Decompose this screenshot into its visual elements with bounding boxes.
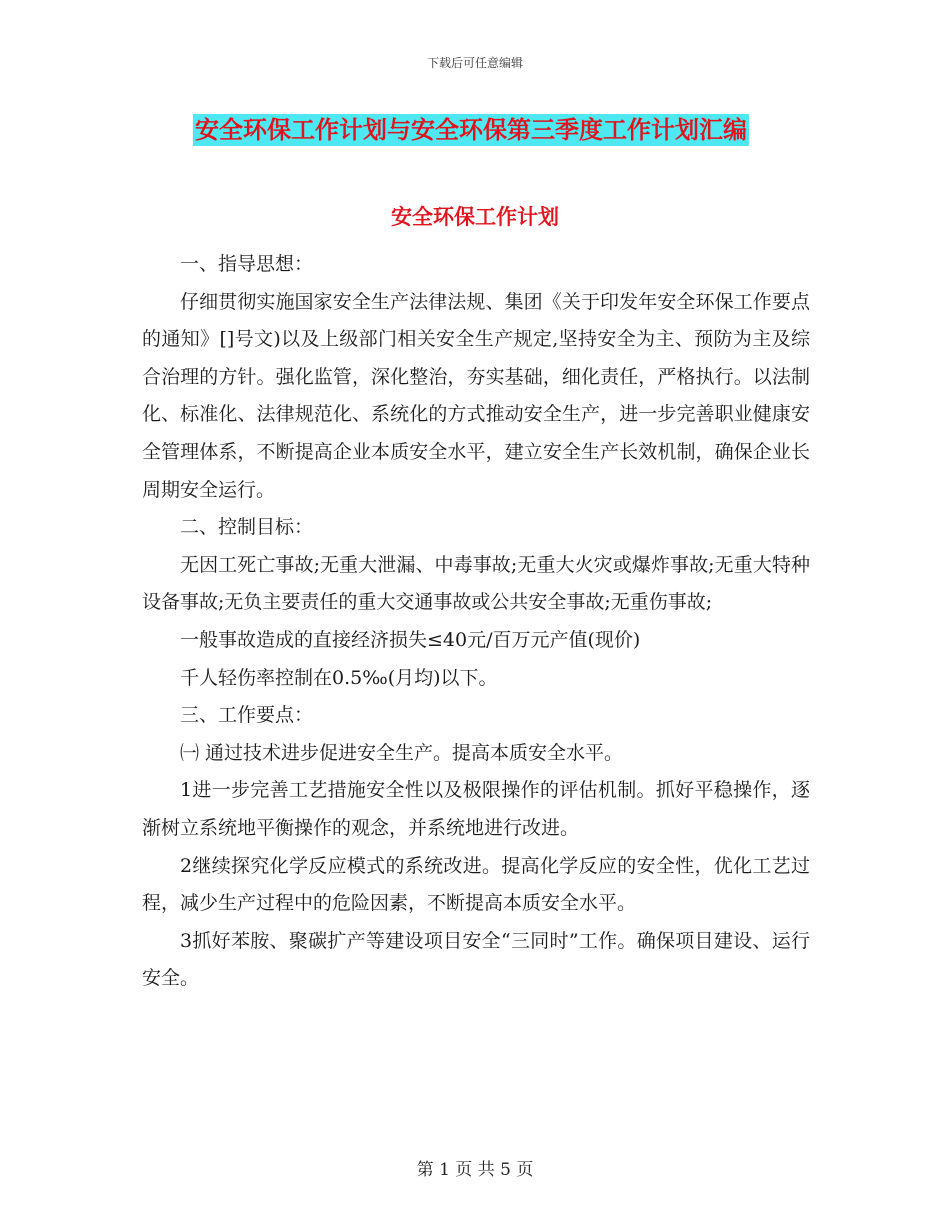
document-title: 安全环保工作计划与安全环保第三季度工作计划汇编 (195, 116, 747, 144)
heading-guiding-ideology: 一、指导思想： (180, 253, 314, 275)
paragraph-no-accidents: 无因工死亡事故;无重大泄漏、中毒事故;无重大火灾或爆炸事故;无重大特种设备事故;无负主要责任的重大交通事故或公共安全事故;无重伤事故; (142, 553, 810, 614)
paragraph-economic-loss: 一般事故造成的直接经济损失≤40元/百万元产值(现价) (180, 628, 641, 651)
heading-work-points: 三、工作要点： (180, 704, 314, 727)
paragraph-item-3: 3抓好苯胺、聚碳扩产等建设项目安全“三同时”工作。确保项目建设、运行安全。 (142, 929, 810, 990)
paragraph-guiding-ideology: 仔细贯彻实施国家安全生产法律法规、集团《关于印发年安全环保工作要点的通知》[]号文)以及上级部门相关安全生产规定,坚持安全为主、预防为主及综合治理的方针。强化监管，深化整治，夯实基础，细化责任，严格执行。以法制化、标准化、法律规范化、系统化的方式推动安全生产，进一步完善职业健康安全管理体系，不断提高企业本质安全水平，建立安全生产长效机制，确保企业长周期安全运行。 (142, 290, 810, 501)
heading-control-targets: 二、控制目标： (180, 516, 314, 539)
paragraph-tech-progress: ㈠ 通过技术进步促进安全生产。提高本质安全水平。 (180, 741, 624, 764)
paragraph-injury-rate: 千人轻伤率控制在0.5‰(月均)以下。 (180, 666, 498, 689)
document-body (142, 246, 810, 998)
page-number: 第 1 页 共 5 页 (416, 1160, 534, 1180)
header-note: 下载后可任意编辑 (426, 56, 523, 70)
paragraph-item-1: 1进一步完善工艺措施安全性以及极限操作的评估机制。抓好平稳操作，逐渐树立系统地平衡操作的观念，并系统地进行改进。 (142, 779, 810, 839)
section-title: 安全环保工作计划 (391, 205, 559, 229)
paragraph-item-2: 2继续探究化学反应模式的系统改进。提高化学反应的安全性，优化工艺过程，减少生产过程中的危险因素，不断提高本质安全水平。 (142, 854, 810, 915)
